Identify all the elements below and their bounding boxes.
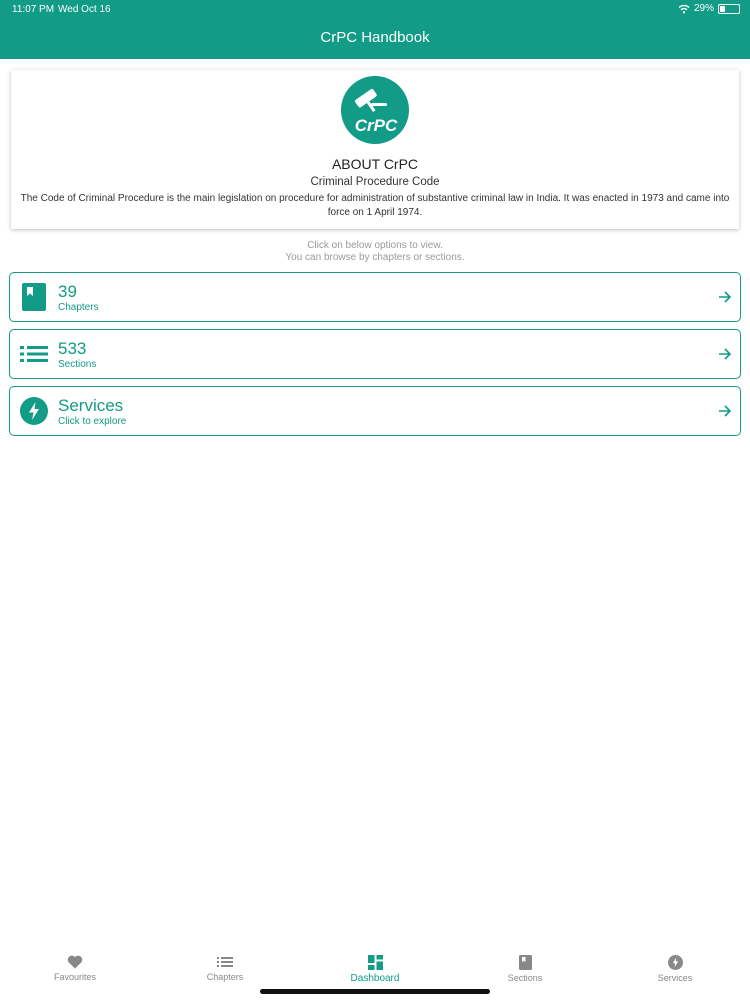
- svg-text:CrPC: CrPC: [354, 116, 398, 135]
- services-option[interactable]: [9, 386, 741, 436]
- top-bar: [0, 0, 750, 59]
- sections-label: Sections: [58, 359, 97, 370]
- battery-percent: 29%: [693, 3, 714, 14]
- dashboard-icon: [368, 955, 383, 970]
- battery-icon: [718, 4, 740, 14]
- bolt-icon: [20, 397, 48, 425]
- services-title: Services: [58, 396, 124, 415]
- bolt-icon: [668, 955, 683, 970]
- status-date: Wed Oct 16: [58, 4, 111, 15]
- list-icon: [217, 955, 233, 969]
- chapters-option[interactable]: [9, 272, 741, 322]
- about-subtitle: Criminal Procedure Code: [310, 176, 440, 188]
- browse-hint: [0, 240, 750, 264]
- tab-services[interactable]: [615, 955, 735, 983]
- sections-count: 533: [58, 339, 87, 358]
- about-title: ABOUT CrPC: [331, 156, 419, 172]
- page-title: CrPC Handbook: [320, 29, 430, 46]
- sections-option[interactable]: [9, 329, 741, 379]
- chapters-label: Chapters: [58, 302, 99, 313]
- tab-label: Chapters: [206, 972, 244, 982]
- about-card: [11, 70, 739, 229]
- book-icon: [20, 283, 48, 311]
- status-indicators: [678, 3, 740, 14]
- arrow-right-icon: [718, 347, 732, 361]
- wifi-icon: [678, 4, 690, 14]
- hint-line: You can browse by chapters or sections.: [285, 252, 465, 263]
- tab-chapters[interactable]: [165, 955, 285, 982]
- services-label: Click to explore: [58, 416, 127, 427]
- heart-icon: [67, 955, 83, 969]
- list-icon: [20, 340, 48, 368]
- about-description: The Code of Criminal Procedure is the main legislation on procedure for administration of substantive criminal law in India. It was enacted in 1973 and came into force on 1 April 1974.: [20, 193, 730, 218]
- home-indicator: [260, 989, 490, 994]
- tab-label: Dashboard: [350, 973, 400, 984]
- tab-sections[interactable]: [465, 955, 585, 983]
- crpc-logo: [341, 76, 409, 144]
- arrow-right-icon: [718, 404, 732, 418]
- status-time: 11:07 PM: [12, 4, 55, 15]
- hint-line: Click on below options to view.: [307, 240, 443, 251]
- tab-dashboard[interactable]: [315, 955, 435, 984]
- chapters-count: 39: [58, 282, 77, 301]
- tab-label: Favourites: [53, 972, 97, 982]
- tab-label: Services: [657, 973, 693, 983]
- tab-label: Sections: [507, 973, 543, 983]
- book-icon: [519, 955, 532, 970]
- arrow-right-icon: [718, 290, 732, 304]
- tab-favourites[interactable]: [15, 955, 135, 982]
